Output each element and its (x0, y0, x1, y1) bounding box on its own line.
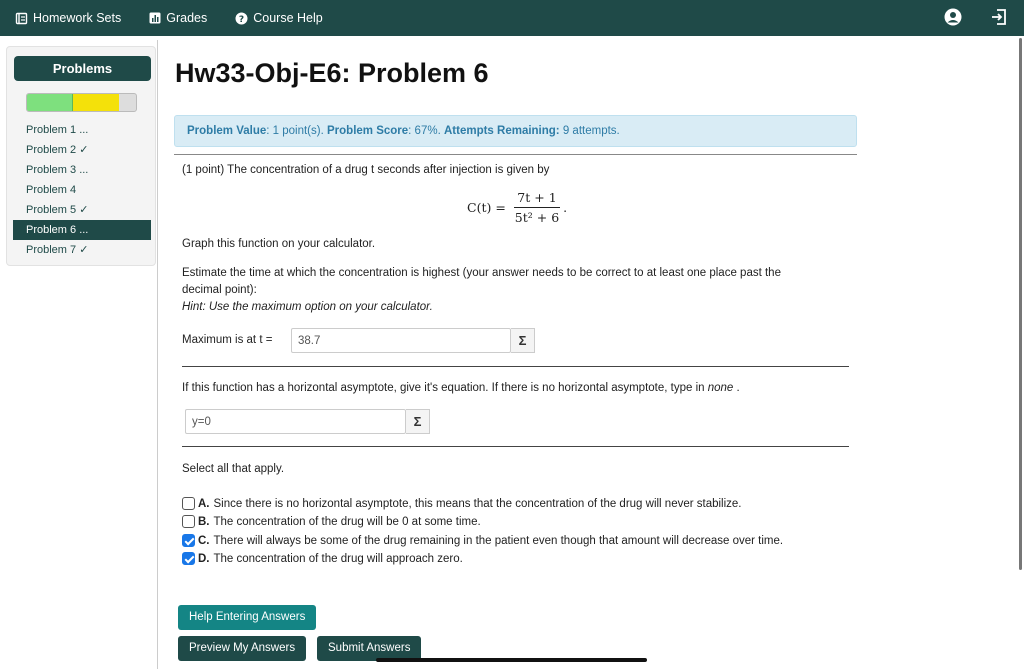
option-b (182, 515, 481, 528)
option-d-letter: D. (198, 552, 210, 565)
option-b-checkbox[interactable] (182, 515, 195, 528)
option-c-text: There will always be some of the drug remaining in the patient even though that amount will decrease over time. (213, 534, 784, 547)
page-title: Hw33-Obj-E6: Problem 6 (175, 58, 489, 88)
asymptote-none-word: none (707, 382, 734, 394)
grades-link[interactable] (149, 11, 207, 25)
user-circle-icon[interactable] (944, 8, 962, 31)
option-a (182, 497, 742, 510)
problems-sidebar (6, 46, 156, 266)
preview-answers-button[interactable]: Preview My Answers (178, 636, 306, 661)
problem-intro: (1 point) The concentration of a drug t seconds after injection is given by (182, 164, 550, 176)
estimate-instruction: Estimate the time at which the concentration is highest (your answer needs to be correct to at least one place past the (182, 267, 781, 279)
problem-top-divider (174, 154, 857, 155)
problem-score-label: Problem Score (327, 125, 409, 137)
asymptote-answer-group (185, 409, 430, 434)
max-label: Maximum is at t = (182, 334, 273, 346)
option-b-letter: B. (198, 515, 210, 528)
page-scrollbar[interactable] (1019, 38, 1022, 570)
hint-text: Hint: Use the maximum option on your calculator. (182, 301, 433, 313)
option-c-letter: C. (198, 534, 210, 547)
problem-link-3[interactable]: Problem 3 ... (26, 164, 89, 176)
option-a-text: Since there is no horizontal asymptote, this means that the concentration of the drug will never stabilize. (213, 497, 742, 510)
problems-heading: Problems (14, 56, 151, 81)
section-divider-1 (182, 366, 849, 367)
problem-link-7[interactable]: Problem 7 ✓ (26, 244, 89, 256)
formula-denominator: 5t² + 6 (514, 210, 560, 225)
option-c-checkbox[interactable] (182, 534, 195, 547)
option-b-text: The concentration of the drug will be 0 at some time. (213, 515, 481, 528)
bar-chart-icon (149, 12, 161, 24)
section-divider-2 (182, 446, 849, 447)
problem-score-text: : 67%. (408, 125, 441, 137)
formula-lhs: C(t) = (467, 200, 506, 215)
option-a-letter: A. (198, 497, 210, 510)
problem-info-box (174, 115, 857, 147)
problem-value-label: Problem Value (187, 125, 267, 137)
equation-editor-button-2[interactable]: Σ (406, 409, 430, 434)
max-answer-input[interactable] (291, 328, 511, 353)
problem-link-2[interactable]: Problem 2 ✓ (26, 144, 89, 156)
problem-link-4[interactable]: Problem 4 (26, 184, 77, 196)
top-navbar (0, 0, 1024, 36)
progress-correct-segment (27, 94, 73, 111)
formula-numerator: 7t + 1 (514, 190, 559, 208)
sign-out-icon[interactable] (990, 8, 1008, 31)
attempts-text: 9 attempts. (562, 125, 620, 137)
home-indicator (376, 658, 647, 662)
option-d (182, 552, 463, 565)
homework-sets-link[interactable] (15, 11, 121, 25)
asymptote-answer-input[interactable] (185, 409, 406, 434)
svg-text:?: ? (239, 14, 245, 25)
sidebar-divider (157, 40, 158, 669)
attempts-label: Attempts Remaining: (443, 125, 560, 137)
question-circle-icon (235, 12, 248, 25)
problem-link-1[interactable]: Problem 1 ... (26, 124, 89, 136)
asymptote-period: . (736, 382, 740, 394)
problem-value-text: : 1 point(s). (266, 125, 324, 137)
homework-sets-label: Homework Sets (33, 11, 122, 25)
equation-editor-button-1[interactable]: Σ (511, 328, 535, 353)
progress-partial-segment (73, 94, 119, 111)
asymptote-instruction (182, 382, 740, 394)
submit-answers-button[interactable]: Submit Answers (317, 636, 421, 661)
problem-link-5[interactable]: Problem 5 ✓ (26, 204, 89, 216)
asymptote-text: If this function has a horizontal asymptote, give it's equation. If there is no horizontal asymptote, type in (182, 382, 705, 394)
grades-label: Grades (166, 11, 208, 25)
select-instruction: Select all that apply. (182, 463, 285, 475)
progress-bar (26, 93, 137, 112)
option-c (182, 534, 783, 547)
max-answer-group (291, 328, 535, 353)
course-help-label: Course Help (253, 11, 323, 25)
concentration-formula: C(t) = $\frac{7t + 1}{\text{5t² + 6}}$ . (467, 190, 568, 225)
graph-instruction: Graph this function on your calculator. (182, 238, 376, 250)
option-d-text: The concentration of the drug will approach zero. (213, 552, 463, 565)
book-icon (15, 12, 28, 25)
formula-fraction (512, 190, 562, 225)
estimate-instruction-cont: decimal point): (182, 284, 257, 296)
option-d-checkbox[interactable] (182, 552, 195, 565)
problem-link-6[interactable]: Problem 6 ... (13, 220, 151, 240)
problem-list (13, 120, 151, 260)
course-help-link[interactable] (235, 11, 322, 25)
option-a-checkbox[interactable] (182, 497, 195, 510)
help-entering-answers-button[interactable]: Help Entering Answers (178, 605, 316, 630)
